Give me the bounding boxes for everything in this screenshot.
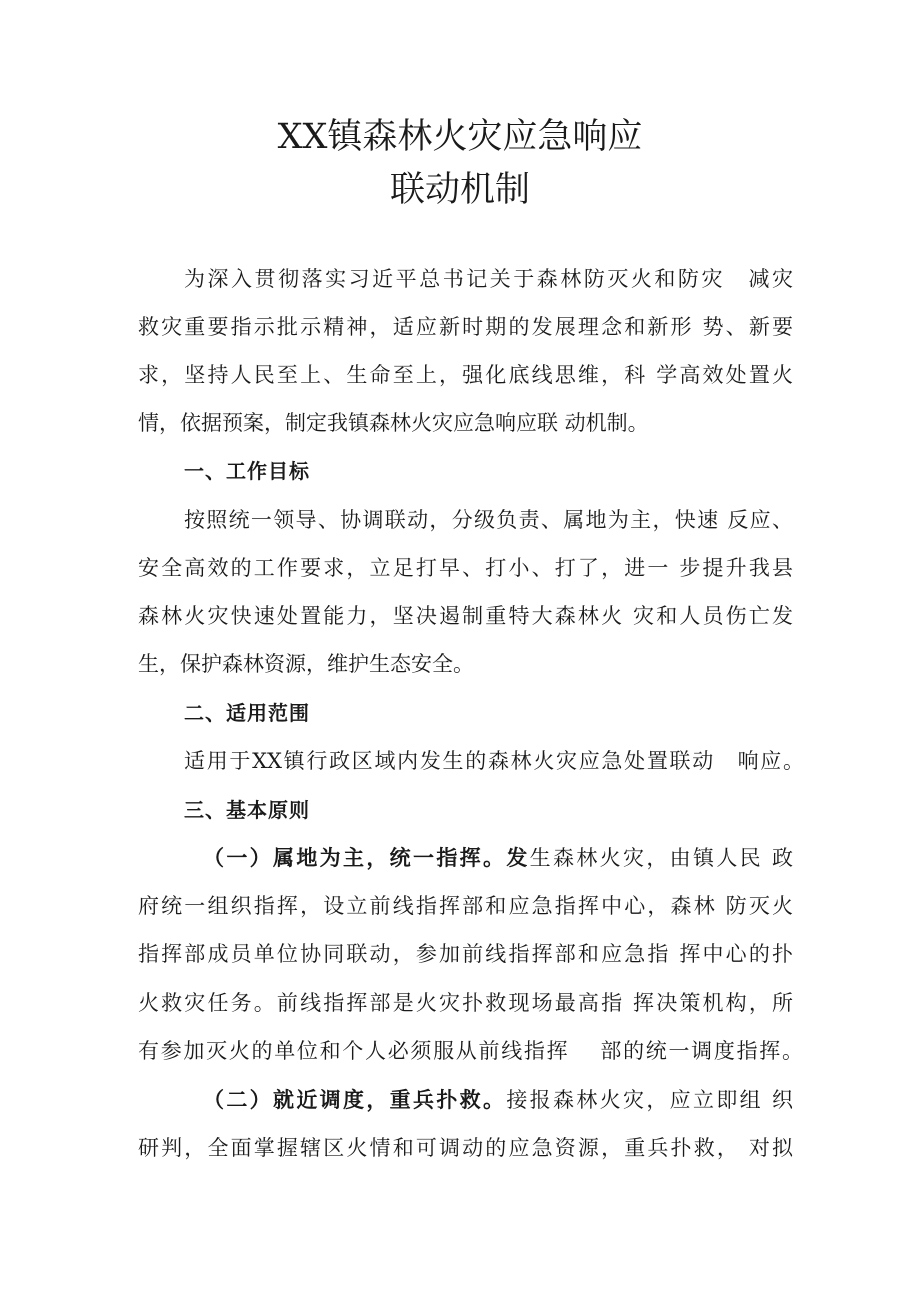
principle2-first-rest: 接报森林火灾，应立即组 织 (506, 1088, 793, 1112)
section1-line-4: 生，保护森林资源，维护生态安全。 (138, 652, 474, 676)
principle1-first-rest: 生森林火灾，由镇人民 政 (529, 846, 793, 870)
section-heading-principles: 三、基本原则 (184, 798, 310, 822)
principle1-line-2: 府统一组织指挥，设立前线指挥部和应急指挥中心，森林 防灭火 (138, 894, 793, 918)
section-heading-work-goal: 一、工作目标 (184, 459, 310, 483)
principle1-line-5: 有参加灭火的单位和个人必须服从前线指挥 部的统一调度指挥。 (138, 1039, 803, 1063)
section-heading-scope: 二、适用范围 (184, 701, 310, 725)
section2-line-1: 适用于XX镇行政区域内发生的森林火灾应急处置联动 响应。 (184, 749, 804, 773)
intro-line-4: 情，依据预案，制定我镇森林火灾应急响应联 动机制。 (138, 411, 649, 435)
document-title-line-2: 联动机制 (389, 170, 530, 210)
principle1-line-1 (203, 843, 793, 873)
principle2-line-1 (203, 1085, 793, 1115)
principle1-line-3: 指挥部成员单位协同联动，参加前线指挥部和应急指 挥中心的扑 (138, 942, 793, 966)
section1-line-1: 按照统一领导、协调联动，分级负责、属地为主，快速 反应、 (184, 508, 793, 532)
principle1-lead: （一）属地为主，统一指挥。发 (203, 846, 530, 870)
document-title-line-1: XX镇森林火灾应急响应 (277, 117, 643, 157)
intro-line-3: 求，坚持人民至上、生命至上，强化底线思维，科 学高效处置火 (138, 363, 793, 387)
principle1-line-4: 火救灾任务。前线指挥部是火灾扑救现场最高指 挥决策机构，所 (138, 991, 793, 1015)
section1-line-2: 安全高效的工作要求，立足打早、打小、打了，进一 步提升我县 (138, 556, 793, 580)
principle2-line-2: 研判，全面掌握辖区火情和可调动的应急资源，重兵扑救， 对拟 (138, 1136, 793, 1160)
principle2-lead: （二）就近调度，重兵扑救。 (203, 1088, 507, 1112)
intro-line-2: 救灾重要指示批示精神，适应新时期的发展理念和新形 势、新要 (138, 315, 793, 339)
intro-line-1: 为深入贯彻落实习近平总书记关于森林防灭火和防灾 减灾 (184, 267, 793, 291)
section1-line-3: 森林火灾快速处置能力，坚决遏制重特大森林火 灾和人员伤亡发 (138, 604, 793, 628)
